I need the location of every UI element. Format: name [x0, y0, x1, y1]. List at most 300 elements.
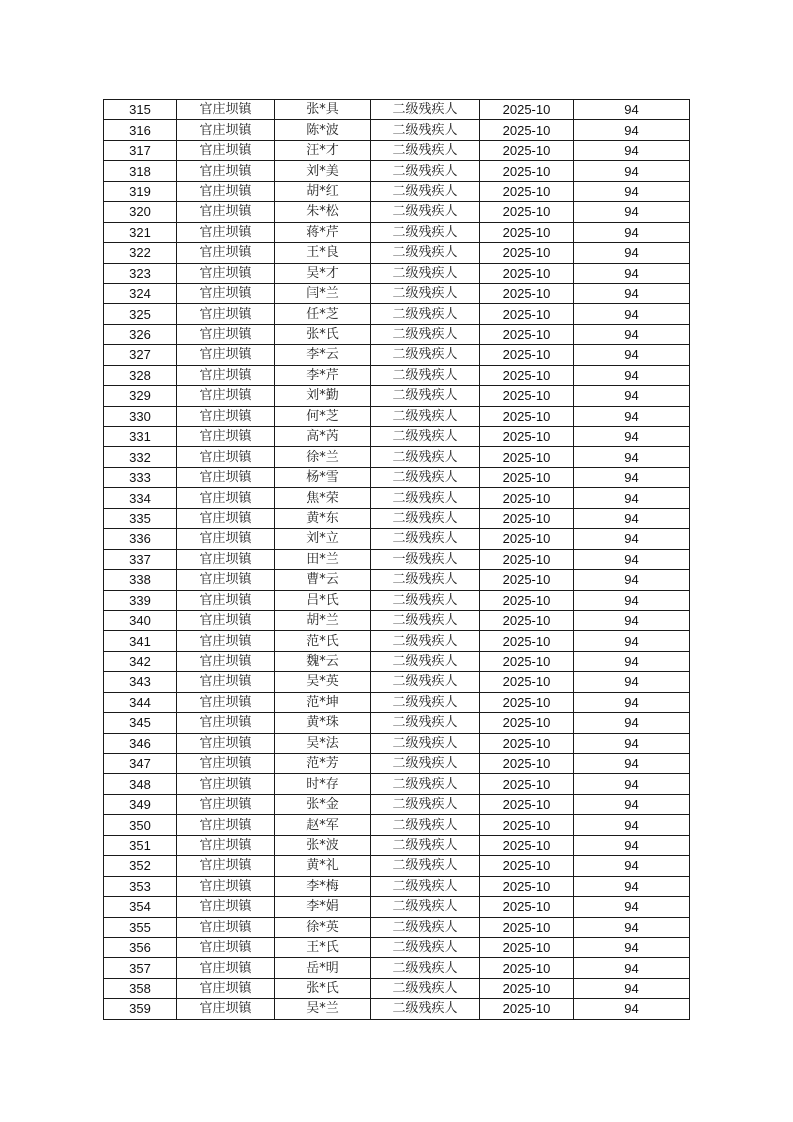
- town-cell: 官庄坝镇: [177, 958, 275, 978]
- name-cell: 汪*才: [275, 140, 371, 160]
- town-cell: 官庄坝镇: [177, 406, 275, 426]
- category-cell: 二级残疾人: [371, 733, 480, 753]
- town-cell: 官庄坝镇: [177, 999, 275, 1019]
- town-cell: 官庄坝镇: [177, 549, 275, 569]
- month-cell: 2025-10: [480, 856, 574, 876]
- category-cell: 二级残疾人: [371, 386, 480, 406]
- amount-cell: 94: [574, 876, 690, 896]
- row-number-cell: 330: [104, 406, 177, 426]
- category-cell: 二级残疾人: [371, 100, 480, 120]
- table-row: [104, 835, 690, 855]
- name-cell: 张*波: [275, 835, 371, 855]
- town-cell: 官庄坝镇: [177, 386, 275, 406]
- month-cell: 2025-10: [480, 283, 574, 303]
- category-cell: 一级残疾人: [371, 549, 480, 569]
- row-number-cell: 336: [104, 529, 177, 549]
- amount-cell: 94: [574, 324, 690, 344]
- name-cell: 胡*红: [275, 181, 371, 201]
- category-cell: 二级残疾人: [371, 651, 480, 671]
- amount-cell: 94: [574, 508, 690, 528]
- category-cell: 二级残疾人: [371, 897, 480, 917]
- table-row: [104, 427, 690, 447]
- name-cell: 蒋*芹: [275, 222, 371, 242]
- month-cell: 2025-10: [480, 692, 574, 712]
- town-cell: 官庄坝镇: [177, 937, 275, 957]
- month-cell: 2025-10: [480, 590, 574, 610]
- row-number-cell: 326: [104, 324, 177, 344]
- row-number-cell: 357: [104, 958, 177, 978]
- month-cell: 2025-10: [480, 386, 574, 406]
- table-row: [104, 713, 690, 733]
- town-cell: 官庄坝镇: [177, 140, 275, 160]
- category-cell: 二级残疾人: [371, 610, 480, 630]
- month-cell: 2025-10: [480, 549, 574, 569]
- name-cell: 黄*东: [275, 508, 371, 528]
- amount-cell: 94: [574, 631, 690, 651]
- name-cell: 魏*云: [275, 651, 371, 671]
- month-cell: 2025-10: [480, 508, 574, 528]
- row-number-cell: 351: [104, 835, 177, 855]
- amount-cell: 94: [574, 651, 690, 671]
- table-row: [104, 549, 690, 569]
- table-row: [104, 631, 690, 651]
- name-cell: 赵*军: [275, 815, 371, 835]
- amount-cell: 94: [574, 283, 690, 303]
- category-cell: 二级残疾人: [371, 283, 480, 303]
- town-cell: 官庄坝镇: [177, 856, 275, 876]
- table-row: [104, 815, 690, 835]
- month-cell: 2025-10: [480, 794, 574, 814]
- row-number-cell: 329: [104, 386, 177, 406]
- table-row: [104, 488, 690, 508]
- name-cell: 李*云: [275, 345, 371, 365]
- disability-subsidy-table: [103, 99, 690, 1020]
- name-cell: 王*氏: [275, 937, 371, 957]
- row-number-cell: 324: [104, 283, 177, 303]
- amount-cell: 94: [574, 222, 690, 242]
- town-cell: 官庄坝镇: [177, 161, 275, 181]
- row-number-cell: 354: [104, 897, 177, 917]
- town-cell: 官庄坝镇: [177, 345, 275, 365]
- month-cell: 2025-10: [480, 140, 574, 160]
- month-cell: 2025-10: [480, 610, 574, 630]
- category-cell: 二级残疾人: [371, 508, 480, 528]
- table-row: [104, 610, 690, 630]
- amount-cell: 94: [574, 406, 690, 426]
- table-row: [104, 120, 690, 140]
- category-cell: 二级残疾人: [371, 835, 480, 855]
- month-cell: 2025-10: [480, 120, 574, 140]
- amount-cell: 94: [574, 488, 690, 508]
- name-cell: 张*氏: [275, 978, 371, 998]
- name-cell: 朱*松: [275, 202, 371, 222]
- month-cell: 2025-10: [480, 529, 574, 549]
- amount-cell: 94: [574, 999, 690, 1019]
- row-number-cell: 332: [104, 447, 177, 467]
- month-cell: 2025-10: [480, 243, 574, 263]
- name-cell: 王*良: [275, 243, 371, 263]
- amount-cell: 94: [574, 100, 690, 120]
- category-cell: 二级残疾人: [371, 856, 480, 876]
- table-row: [104, 754, 690, 774]
- table-row: [104, 467, 690, 487]
- name-cell: 李*娟: [275, 897, 371, 917]
- town-cell: 官庄坝镇: [177, 243, 275, 263]
- month-cell: 2025-10: [480, 365, 574, 385]
- town-cell: 官庄坝镇: [177, 324, 275, 344]
- town-cell: 官庄坝镇: [177, 365, 275, 385]
- amount-cell: 94: [574, 467, 690, 487]
- category-cell: 二级残疾人: [371, 999, 480, 1019]
- town-cell: 官庄坝镇: [177, 488, 275, 508]
- category-cell: 二级残疾人: [371, 345, 480, 365]
- amount-cell: 94: [574, 140, 690, 160]
- name-cell: 黄*珠: [275, 713, 371, 733]
- category-cell: 二级残疾人: [371, 917, 480, 937]
- name-cell: 刘*勤: [275, 386, 371, 406]
- town-cell: 官庄坝镇: [177, 733, 275, 753]
- name-cell: 范*芳: [275, 754, 371, 774]
- amount-cell: 94: [574, 692, 690, 712]
- town-cell: 官庄坝镇: [177, 222, 275, 242]
- name-cell: 刘*立: [275, 529, 371, 549]
- month-cell: 2025-10: [480, 100, 574, 120]
- category-cell: 二级残疾人: [371, 488, 480, 508]
- row-number-cell: 323: [104, 263, 177, 283]
- table-row: [104, 570, 690, 590]
- table-row: [104, 794, 690, 814]
- town-cell: 官庄坝镇: [177, 181, 275, 201]
- row-number-cell: 341: [104, 631, 177, 651]
- category-cell: 二级残疾人: [371, 937, 480, 957]
- row-number-cell: 317: [104, 140, 177, 160]
- name-cell: 张*金: [275, 794, 371, 814]
- name-cell: 陈*波: [275, 120, 371, 140]
- row-number-cell: 353: [104, 876, 177, 896]
- table-row: [104, 447, 690, 467]
- row-number-cell: 340: [104, 610, 177, 630]
- amount-cell: 94: [574, 917, 690, 937]
- month-cell: 2025-10: [480, 202, 574, 222]
- row-number-cell: 345: [104, 713, 177, 733]
- amount-cell: 94: [574, 365, 690, 385]
- amount-cell: 94: [574, 733, 690, 753]
- amount-cell: 94: [574, 386, 690, 406]
- amount-cell: 94: [574, 202, 690, 222]
- row-number-cell: 338: [104, 570, 177, 590]
- town-cell: 官庄坝镇: [177, 754, 275, 774]
- name-cell: 范*氏: [275, 631, 371, 651]
- category-cell: 二级残疾人: [371, 713, 480, 733]
- table-row: [104, 508, 690, 528]
- name-cell: 黄*礼: [275, 856, 371, 876]
- category-cell: 二级残疾人: [371, 876, 480, 896]
- row-number-cell: 325: [104, 304, 177, 324]
- name-cell: 徐*兰: [275, 447, 371, 467]
- month-cell: 2025-10: [480, 263, 574, 283]
- row-number-cell: 316: [104, 120, 177, 140]
- amount-cell: 94: [574, 754, 690, 774]
- category-cell: 二级残疾人: [371, 754, 480, 774]
- month-cell: 2025-10: [480, 181, 574, 201]
- row-number-cell: 342: [104, 651, 177, 671]
- name-cell: 吴*英: [275, 672, 371, 692]
- amount-cell: 94: [574, 181, 690, 201]
- amount-cell: 94: [574, 304, 690, 324]
- month-cell: 2025-10: [480, 304, 574, 324]
- table-row: [104, 140, 690, 160]
- category-cell: 二级残疾人: [371, 304, 480, 324]
- amount-cell: 94: [574, 570, 690, 590]
- name-cell: 焦*荣: [275, 488, 371, 508]
- town-cell: 官庄坝镇: [177, 774, 275, 794]
- table-row: [104, 181, 690, 201]
- table-row: [104, 692, 690, 712]
- amount-cell: 94: [574, 427, 690, 447]
- town-cell: 官庄坝镇: [177, 447, 275, 467]
- town-cell: 官庄坝镇: [177, 713, 275, 733]
- table-row: [104, 672, 690, 692]
- month-cell: 2025-10: [480, 672, 574, 692]
- table-row: [104, 324, 690, 344]
- table-row: [104, 222, 690, 242]
- amount-cell: 94: [574, 897, 690, 917]
- name-cell: 徐*英: [275, 917, 371, 937]
- row-number-cell: 337: [104, 549, 177, 569]
- amount-cell: 94: [574, 345, 690, 365]
- town-cell: 官庄坝镇: [177, 692, 275, 712]
- category-cell: 二级残疾人: [371, 447, 480, 467]
- row-number-cell: 356: [104, 937, 177, 957]
- month-cell: 2025-10: [480, 222, 574, 242]
- name-cell: 时*存: [275, 774, 371, 794]
- table-row: [104, 100, 690, 120]
- category-cell: 二级残疾人: [371, 365, 480, 385]
- table-row: [104, 937, 690, 957]
- month-cell: 2025-10: [480, 161, 574, 181]
- amount-cell: 94: [574, 590, 690, 610]
- town-cell: 官庄坝镇: [177, 467, 275, 487]
- town-cell: 官庄坝镇: [177, 794, 275, 814]
- category-cell: 二级残疾人: [371, 958, 480, 978]
- table-row: [104, 529, 690, 549]
- row-number-cell: 350: [104, 815, 177, 835]
- name-cell: 田*兰: [275, 549, 371, 569]
- table-row: [104, 202, 690, 222]
- category-cell: 二级残疾人: [371, 570, 480, 590]
- category-cell: 二级残疾人: [371, 794, 480, 814]
- month-cell: 2025-10: [480, 876, 574, 896]
- table-row: [104, 243, 690, 263]
- row-number-cell: 355: [104, 917, 177, 937]
- row-number-cell: 334: [104, 488, 177, 508]
- town-cell: 官庄坝镇: [177, 815, 275, 835]
- town-cell: 官庄坝镇: [177, 631, 275, 651]
- row-number-cell: 352: [104, 856, 177, 876]
- amount-cell: 94: [574, 610, 690, 630]
- town-cell: 官庄坝镇: [177, 304, 275, 324]
- table-row: [104, 345, 690, 365]
- town-cell: 官庄坝镇: [177, 529, 275, 549]
- table-row: [104, 161, 690, 181]
- category-cell: 二级残疾人: [371, 631, 480, 651]
- table-body: [104, 100, 690, 1020]
- category-cell: 二级残疾人: [371, 815, 480, 835]
- town-cell: 官庄坝镇: [177, 876, 275, 896]
- row-number-cell: 320: [104, 202, 177, 222]
- name-cell: 杨*雪: [275, 467, 371, 487]
- category-cell: 二级残疾人: [371, 406, 480, 426]
- month-cell: 2025-10: [480, 427, 574, 447]
- table-row: [104, 590, 690, 610]
- category-cell: 二级残疾人: [371, 202, 480, 222]
- name-cell: 岳*明: [275, 958, 371, 978]
- table-row: [104, 406, 690, 426]
- month-cell: 2025-10: [480, 937, 574, 957]
- name-cell: 何*芝: [275, 406, 371, 426]
- amount-cell: 94: [574, 161, 690, 181]
- row-number-cell: 348: [104, 774, 177, 794]
- category-cell: 二级残疾人: [371, 978, 480, 998]
- category-cell: 二级残疾人: [371, 590, 480, 610]
- category-cell: 二级残疾人: [371, 692, 480, 712]
- name-cell: 张*具: [275, 100, 371, 120]
- amount-cell: 94: [574, 794, 690, 814]
- table-row: [104, 958, 690, 978]
- table-row: [104, 897, 690, 917]
- row-number-cell: 339: [104, 590, 177, 610]
- amount-cell: 94: [574, 958, 690, 978]
- table-row: [104, 365, 690, 385]
- amount-cell: 94: [574, 978, 690, 998]
- row-number-cell: 331: [104, 427, 177, 447]
- month-cell: 2025-10: [480, 447, 574, 467]
- town-cell: 官庄坝镇: [177, 835, 275, 855]
- name-cell: 吕*氏: [275, 590, 371, 610]
- name-cell: 吴*兰: [275, 999, 371, 1019]
- category-cell: 二级残疾人: [371, 140, 480, 160]
- name-cell: 吴*才: [275, 263, 371, 283]
- category-cell: 二级残疾人: [371, 243, 480, 263]
- row-number-cell: 327: [104, 345, 177, 365]
- category-cell: 二级残疾人: [371, 529, 480, 549]
- town-cell: 官庄坝镇: [177, 897, 275, 917]
- table-row: [104, 856, 690, 876]
- row-number-cell: 344: [104, 692, 177, 712]
- table-row: [104, 917, 690, 937]
- row-number-cell: 328: [104, 365, 177, 385]
- table-row: [104, 386, 690, 406]
- row-number-cell: 335: [104, 508, 177, 528]
- row-number-cell: 347: [104, 754, 177, 774]
- table-row: [104, 774, 690, 794]
- category-cell: 二级残疾人: [371, 467, 480, 487]
- town-cell: 官庄坝镇: [177, 202, 275, 222]
- town-cell: 官庄坝镇: [177, 570, 275, 590]
- row-number-cell: 359: [104, 999, 177, 1019]
- table-row: [104, 876, 690, 896]
- town-cell: 官庄坝镇: [177, 610, 275, 630]
- row-number-cell: 318: [104, 161, 177, 181]
- month-cell: 2025-10: [480, 631, 574, 651]
- month-cell: 2025-10: [480, 345, 574, 365]
- amount-cell: 94: [574, 549, 690, 569]
- category-cell: 二级残疾人: [371, 324, 480, 344]
- name-cell: 范*坤: [275, 692, 371, 712]
- month-cell: 2025-10: [480, 324, 574, 344]
- town-cell: 官庄坝镇: [177, 263, 275, 283]
- name-cell: 吴*法: [275, 733, 371, 753]
- amount-cell: 94: [574, 243, 690, 263]
- amount-cell: 94: [574, 774, 690, 794]
- category-cell: 二级残疾人: [371, 263, 480, 283]
- amount-cell: 94: [574, 120, 690, 140]
- town-cell: 官庄坝镇: [177, 427, 275, 447]
- month-cell: 2025-10: [480, 754, 574, 774]
- category-cell: 二级残疾人: [371, 222, 480, 242]
- amount-cell: 94: [574, 447, 690, 467]
- category-cell: 二级残疾人: [371, 774, 480, 794]
- row-number-cell: 315: [104, 100, 177, 120]
- table-row: [104, 733, 690, 753]
- row-number-cell: 319: [104, 181, 177, 201]
- table-row: [104, 263, 690, 283]
- month-cell: 2025-10: [480, 467, 574, 487]
- amount-cell: 94: [574, 713, 690, 733]
- town-cell: 官庄坝镇: [177, 508, 275, 528]
- table-row: [104, 978, 690, 998]
- month-cell: 2025-10: [480, 733, 574, 753]
- row-number-cell: 346: [104, 733, 177, 753]
- row-number-cell: 358: [104, 978, 177, 998]
- town-cell: 官庄坝镇: [177, 978, 275, 998]
- month-cell: 2025-10: [480, 774, 574, 794]
- month-cell: 2025-10: [480, 917, 574, 937]
- month-cell: 2025-10: [480, 570, 574, 590]
- amount-cell: 94: [574, 856, 690, 876]
- row-number-cell: 321: [104, 222, 177, 242]
- category-cell: 二级残疾人: [371, 181, 480, 201]
- name-cell: 李*梅: [275, 876, 371, 896]
- month-cell: 2025-10: [480, 958, 574, 978]
- town-cell: 官庄坝镇: [177, 283, 275, 303]
- amount-cell: 94: [574, 672, 690, 692]
- name-cell: 曹*云: [275, 570, 371, 590]
- month-cell: 2025-10: [480, 999, 574, 1019]
- month-cell: 2025-10: [480, 488, 574, 508]
- month-cell: 2025-10: [480, 713, 574, 733]
- month-cell: 2025-10: [480, 978, 574, 998]
- table-row: [104, 651, 690, 671]
- category-cell: 二级残疾人: [371, 120, 480, 140]
- row-number-cell: 343: [104, 672, 177, 692]
- month-cell: 2025-10: [480, 651, 574, 671]
- town-cell: 官庄坝镇: [177, 672, 275, 692]
- name-cell: 胡*兰: [275, 610, 371, 630]
- name-cell: 任*芝: [275, 304, 371, 324]
- table-row: [104, 283, 690, 303]
- town-cell: 官庄坝镇: [177, 590, 275, 610]
- amount-cell: 94: [574, 835, 690, 855]
- town-cell: 官庄坝镇: [177, 120, 275, 140]
- row-number-cell: 322: [104, 243, 177, 263]
- month-cell: 2025-10: [480, 815, 574, 835]
- amount-cell: 94: [574, 815, 690, 835]
- row-number-cell: 349: [104, 794, 177, 814]
- town-cell: 官庄坝镇: [177, 651, 275, 671]
- table-row: [104, 304, 690, 324]
- name-cell: 刘*美: [275, 161, 371, 181]
